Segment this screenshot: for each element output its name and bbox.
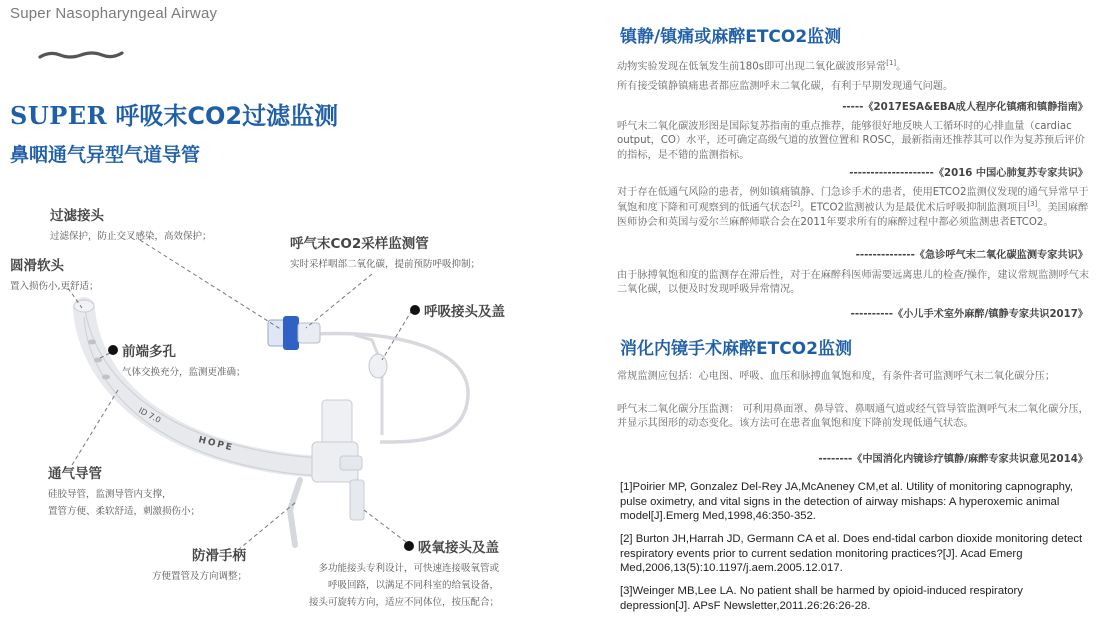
- tube-print-size: ID 7.0: [137, 405, 163, 425]
- callout-airway-tube-desc-1: 硅胶导管，监测导管内支撑，: [48, 489, 172, 500]
- tube-print-brand: HOPE: [197, 435, 235, 454]
- callout-soft-tip-desc: 置入损伤小,更舒适；: [10, 281, 99, 292]
- callout-etco2-line-title: 呼气末CO2采样监测管: [290, 236, 429, 252]
- callout-filter: [50, 204, 212, 245]
- callout-handle-title: 防滑手柄: [192, 548, 246, 564]
- callout-oxygen-connector-title: 吸氧接头及盖: [418, 540, 499, 556]
- callout-breath-connector-title: 呼吸接头及盖: [424, 304, 505, 320]
- callout-front-holes: [108, 340, 246, 381]
- sub-title: 鼻咽通气异型气道导管: [10, 144, 201, 166]
- section2-para-2: 呼气末二氧化碳分压监测： 可利用鼻面罩、鼻导管、鼻咽通气道或经气管导管监测呼气末二氧化碳分压，并显示其图形的动态变化。该方法可在患者血氧饱和度下降前发现低通气状态。: [617, 404, 1089, 430]
- main-title-cn: 呼吸末CO2过滤监测: [115, 102, 339, 130]
- bullet-dot: [108, 345, 118, 355]
- callout-oxygen-connector: [306, 536, 499, 611]
- callout-filter-desc: 过滤保护，防止交叉感染，高效保护；: [50, 231, 212, 242]
- section1-source-3: --------------《急诊呼气末二氧化碳监测专家共识》: [855, 250, 1088, 261]
- wave-decoration: [38, 48, 124, 62]
- callout-airway-tube: [48, 462, 200, 520]
- section1-para-4: 对于存在低通气风险的患者，例如镇痛镇静、门急诊手术的患者，使用ETCO2监测仪发现的通气异常早于氧饱和度下降和可观察到的低通气状态[2]。ETCO2监测被认为是最优术后呼吸抑制监测项目[3]。美国麻醉医师协会和英国与爱尔兰麻醉师联合会在2011年要求所有的麻醉过程中都必须监测患者ETCO2。: [617, 187, 1089, 228]
- references: [620, 480, 1092, 619]
- callout-breath-connector: [410, 300, 505, 320]
- section1-source-2: --------------------《2016 中国心肺复苏专家共识》: [849, 168, 1088, 179]
- callout-oxygen-connector-desc-1: 多功能接头专利设计，可快速连接吸氧管或: [318, 563, 499, 574]
- callout-airway-tube-desc-2: 置管方便、柔软舒适，刺激损伤小；: [48, 506, 201, 518]
- main-title-en: SUPER: [10, 101, 108, 130]
- main-title: [10, 96, 338, 131]
- callout-filter-title: 过滤接头: [50, 208, 104, 224]
- bullet-dot: [410, 305, 420, 315]
- callout-etco2-line-desc: 实时采样咽部二氧化碳，提前预防呼吸抑制；: [290, 259, 481, 270]
- bullet-dot: [404, 541, 414, 551]
- section2-title: 消化内镜手术麻醉ETCO2监测: [620, 339, 852, 359]
- callout-soft-tip: [10, 254, 99, 295]
- callout-handle-desc: 方便置管及方向调整；: [152, 571, 248, 582]
- callout-oxygen-connector-desc-2: 呼吸回路，以满足不同科室的给氧设备，: [327, 580, 499, 592]
- product-name: Super Nasopharyngeal Airway: [10, 5, 218, 22]
- section2-para-1: 常规监测应包括：心电图、呼吸、血压和脉搏血氧饱和度，有条件者可监测呼气末二氧化碳分压；: [617, 371, 1056, 382]
- section1-para-2: 所有接受镇静镇痛患者都应监测呼末二氧化碳，有利于早期发现通气问题。: [617, 81, 954, 92]
- callout-front-holes-desc: 气体交换充分，监测更准确；: [122, 367, 246, 378]
- section1-title: 镇静/镇痛或麻醉ETCO2监测: [620, 27, 842, 47]
- reference-2: [2] Burton JH,Harrah JD, Germann CA et al. Does end-tidal carbon dioxide monitoring detect respiratory events prior to current sedation monitoring practices?[J]. Acad Emerg Med,2006,13(5):10.1197/j.aem.2005.12.017.: [620, 533, 1083, 575]
- callout-etco2-line: [290, 232, 480, 273]
- section1-para-3: 呼气末二氧化碳波形图是国际复苏指南的重点推荐，能够很好地反映人工循环时的心排血量（cardiac output，CO）水平，还可确定高级气道的放置位置和 ROSC，最新指南还推荐其可以作为复苏预后评价的指标，是不错的监测指标。: [617, 121, 1085, 161]
- callout-front-holes-title: 前端多孔: [122, 344, 176, 360]
- section1-para-5: 由于脉搏氧饱和度的监测存在滞后性，对于在麻醉科医师需要远离患儿的检查/操作，建议常规监测呼气末二氧化碳，以便及时发现呼吸异常情况。: [617, 270, 1090, 296]
- reference-1: [1]Poirier MP, Gonzalez Del-Rey JA,McAneney CM,et al. Utility of monitoring capnography, pulse oximetry, and vital signs in the detection of airway mishaps: A hyperoxemic animal model[J].Emerg Med,1998,46:350-352.: [620, 481, 1073, 523]
- callout-oxygen-connector-desc-3: 接头可旋转方向，适应不同体位，按压配合；: [308, 597, 499, 609]
- reference-3: [3]Weinger MB,Lee LA. No patient shall be harmed by opioid-induced respiratory depression[J]. APsF Newsletter,2011.26:26:26-28.: [620, 585, 1023, 612]
- section2-source-1: --------《中国消化内镜诊疗镇静/麻醉专家共识意见2014》: [818, 454, 1088, 465]
- section1-para-1: 动物实验发现在低氧发生前180s即可出现二氧化碳波形异常[1]。: [617, 59, 907, 73]
- product-figure: [0, 180, 560, 619]
- callout-handle: [152, 544, 247, 585]
- section1-source-4: ----------《小儿手术室外麻醉/镇静专家共识2017》: [850, 309, 1088, 320]
- callout-airway-tube-title: 通气导管: [48, 466, 102, 482]
- callout-soft-tip-title: 圆滑软头: [10, 258, 64, 274]
- section1-source-1: -----《2017ESA&EBA成人程序化镇痛和镇静指南》: [842, 102, 1088, 113]
- evidence-panel: [612, 0, 1094, 619]
